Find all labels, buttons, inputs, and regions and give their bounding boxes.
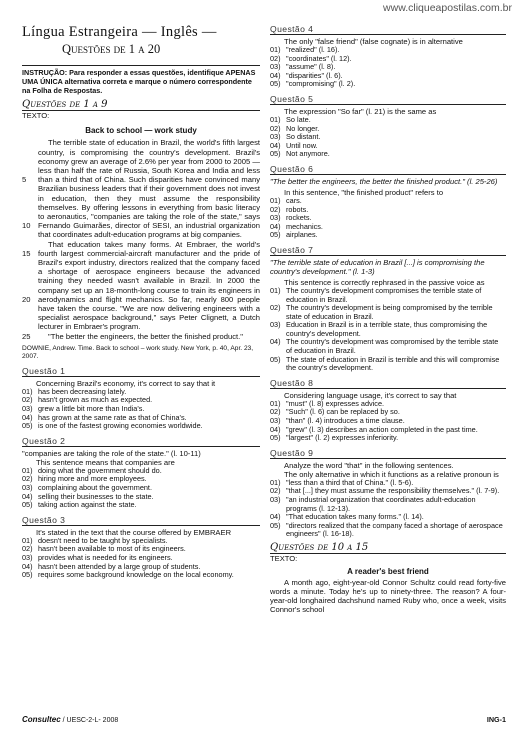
option[interactable]: 03) grew a little bit more than India's. (22, 404, 145, 414)
article-paragraph-2 (22, 240, 260, 332)
option[interactable]: 01) "must" (l. 8) expresses advice. (270, 398, 385, 408)
option[interactable]: 02) No longer. (270, 123, 320, 133)
question-9-stem: Analyze the word "that" in the following sentences. (284, 460, 454, 470)
question-6-quote: "The better the engineers, the better the finished product." (l. 25-26) (270, 176, 498, 186)
option[interactable]: 02) The country's development is being compromised by the terrible state of education in Brazil. (270, 303, 493, 321)
question-2-heading: Questão 2 (22, 436, 260, 447)
question-3-heading: Questão 3 (22, 515, 260, 526)
option[interactable]: 04) has grown at the same rate as that of China's. (22, 412, 187, 422)
article-source: DOWNIE, Andrew. Time. Back to school – work study. New York, p. 40, Apr. 23, 2007. (22, 344, 254, 360)
question-8-heading: Questão 8 (270, 378, 506, 389)
option[interactable]: 05) "largest" (l. 2) expresses inferiority. (270, 433, 399, 443)
option[interactable]: 01) cars. (270, 195, 302, 205)
option[interactable]: 01) So late. (270, 114, 311, 124)
option[interactable]: 01) "realized" (l. 16). (270, 45, 340, 54)
option[interactable]: 04) "disparities" (l. 6). (270, 70, 343, 80)
section-heading-1: Questões de 1 a 9 (22, 99, 260, 111)
question-range: Questões de 1 a 20 (62, 42, 161, 56)
option[interactable]: 04) hasn't been attended by a large group of students. (22, 561, 201, 571)
option[interactable]: 03) Education in Brazil is in a terrible state, thus compromising the country's development. (270, 320, 488, 338)
article-2-title: A reader's best friend (347, 566, 429, 576)
left-column (22, 20, 260, 580)
option[interactable]: 05) is one of the fastest growing economies worldwide. (22, 421, 203, 431)
question-4-stem: The only "false friend" (false cognate) is in alternative (284, 37, 463, 46)
question-1-options (22, 388, 260, 431)
option[interactable]: 03) complaining about the government. (22, 483, 152, 493)
article-title: Back to school — work study (85, 126, 197, 136)
question-7-heading: Questão 7 (270, 245, 506, 256)
option[interactable]: 03) provides what is needed for its engineers. (22, 552, 173, 562)
line-number: 20 (22, 294, 31, 304)
question-2-stem: This sentence means that companies are (36, 457, 175, 467)
question-9-options (270, 479, 506, 539)
option[interactable]: 01) has been decreasing lately. (22, 386, 127, 396)
option[interactable]: 05) "compromising" (l. 2). (270, 79, 356, 89)
page-number: ING-1 (486, 715, 506, 724)
question-7-options (270, 287, 506, 373)
question-4-options (270, 46, 506, 89)
option[interactable]: 05) airplanes. (270, 230, 318, 240)
question-6-heading: Questão 6 (270, 164, 506, 175)
line-number: 5 (22, 175, 27, 185)
question-1-heading: Questão 1 (22, 366, 260, 377)
option[interactable]: 02) "that [...] they must assume the responsibility themselves." (l. 7-9). (270, 486, 500, 496)
exam-subject-title: Língua Estrangeira — Inglês — (22, 24, 217, 40)
footer (22, 715, 118, 724)
option[interactable]: 03) "assume" (l. 8). (270, 62, 336, 72)
question-5-options (270, 116, 506, 159)
paragraph-text: "The better the engineers, the better the finished product." (48, 331, 243, 341)
option[interactable]: 02) hasn't been available to most of its engineers. (22, 544, 186, 554)
option[interactable]: 02) hiring more and more employees. (22, 474, 147, 484)
texto-label-2: TEXTO: (270, 553, 298, 563)
option[interactable]: 04) mechanics. (270, 221, 323, 231)
article-paragraph-1 (22, 138, 260, 239)
option[interactable]: 01) "less than a third that of China." (l. 5-6). (270, 477, 414, 487)
option[interactable]: 05) "directors realized that the company faced a shortage of aerospace engineers" (l. 16-18). (270, 520, 503, 539)
paragraph-text: The terrible state of education in Brazil, the world's fifth largest country, is compromising the country's development. Brazil's economy grew an average of 2.6% per year from 2000 to 2005 — less than half the rate of Russia, South Korea and India and less than a third that of China. Such disparities have convinced many Brazilian business leaders that if their government does not invest in education, then they must assume the responsibility themselves. By offering lessons in everything from basic literacy to aeronautics, "companies are taking the role of the state," says Fernando Guimarães, director of SESI, an industrial organization that coordinates adult-education programs at big companies. (38, 138, 260, 240)
paragraph-text: That education takes many forms. At Embraer, the world's fourth largest commercial-aircraft manufacturer and the pride of Brazil's export industry, directors realized that the company faced a shortage of aerospace engineers because the advanced training they needed wasn't available in Brazil. In 2000 the company set up an 18-month-long course to train its engineers in aerodynamics and flight mechanics. So far, nearly 800 people have taken the course. "We are now delivering engineers with a specialist aerospace background," says Peter Clignett, a Dutch lecturer in Embraer's program. (38, 239, 260, 332)
option[interactable]: 04) "grew" (l. 3) describes an action completed in the past time. (270, 424, 478, 434)
texto-label: TEXTO: (22, 111, 50, 121)
question-8-options (270, 400, 506, 443)
option[interactable]: 02) robots. (270, 204, 309, 214)
option[interactable]: 05) requires some background knowledge on the local economy. (22, 570, 234, 580)
consultec-logo: Consultec (22, 715, 61, 724)
instructions: INSTRUÇÃO: Para responder a essas questões, identifique APENAS UMA ÚNICA alternativa correta e marque o número correspondente na Folha de Respostas. (22, 65, 260, 95)
question-2-options (22, 467, 260, 510)
question-7-quote: "The terrible state of education in Brazil [...] is compromising the country's development." (l. 1-3) (270, 257, 485, 276)
question-9-stem-2: The only alternative in which it functions as a relative pronoun is (284, 469, 499, 479)
option[interactable]: 01) doesn't need to be taught by specialists. (22, 535, 168, 545)
article-paragraph-3 (22, 332, 260, 341)
question-2-quote: "companies are taking the role of the state." (l. 10-11) (22, 448, 201, 458)
option[interactable]: 02) hasn't grown as much as expected. (22, 395, 153, 405)
option[interactable]: 05) The state of education in Brazil is terrible and this will compromise the country's development. (270, 354, 500, 373)
option[interactable]: 04) selling their businesses to the state. (22, 491, 154, 501)
option[interactable]: 04) "That education takes many forms." (l. 14). (270, 512, 424, 522)
article-2-paragraph: A month ago, eight-year-old Connor Schultz could read forty-five words a minute. Today he's up to ninety-three. The reason? A four-year-old longhaired dachshund named Ruby who, once a week, visits Connor's school (270, 577, 506, 614)
option[interactable]: 04) The country's development was compromised by the terrible state of education in Brazil. (270, 337, 499, 356)
question-6-options (270, 197, 506, 240)
site-url[interactable]: www.cliqueapostilas.com.br (383, 2, 512, 14)
option[interactable]: 03) "than" (l. 4) introduces a time clause. (270, 416, 405, 426)
question-5-stem: The expression "So far" (l. 21) is the same as (284, 106, 437, 116)
option[interactable]: 05) Not anymore. (270, 149, 330, 159)
question-4-heading: Questão 4 (270, 24, 506, 35)
option[interactable]: 02) "Such" (l. 6) can be replaced by so. (270, 407, 400, 417)
exam-code: / UESC-2-L- 2008 (62, 717, 119, 724)
question-8-stem: Considering language usage, it's correct to say that (284, 390, 457, 400)
question-9-heading: Questão 9 (270, 448, 506, 459)
option[interactable]: 05) taking action against the state. (22, 500, 137, 510)
line-number: 15 (22, 248, 31, 258)
question-3-stem: It's stated in the text that the course offered by EMBRAER (36, 527, 232, 537)
question-1-stem: Concerning Brazil's economy, it's correct to say that it (36, 378, 216, 388)
option[interactable]: 01) doing what the government should do. (22, 465, 162, 475)
section-heading-2: Questões de 10 a 15 (270, 542, 506, 554)
option[interactable]: 01) The country's development compromises the terrible state of education in Brazil. (270, 285, 482, 304)
option[interactable]: 03) So distant. (270, 132, 321, 142)
option[interactable]: 03) rockets. (270, 213, 312, 223)
question-5-heading: Questão 5 (270, 94, 506, 105)
option[interactable]: 03) "an industrial organization that coordinates adult-education programs (l. 12-13). (270, 495, 476, 513)
question-6-stem: In this sentence, "the finished product" refers to (284, 187, 444, 197)
question-3-options (22, 537, 260, 580)
line-number: 25 (22, 331, 31, 341)
option[interactable]: 04) Until now. (270, 140, 318, 150)
line-number: 10 (22, 221, 31, 231)
right-column (270, 24, 506, 614)
option[interactable]: 02) "coordinates" (l. 12). (270, 53, 352, 63)
question-7-stem: This sentence is correctly rephrased in the passive voice as (284, 277, 485, 287)
